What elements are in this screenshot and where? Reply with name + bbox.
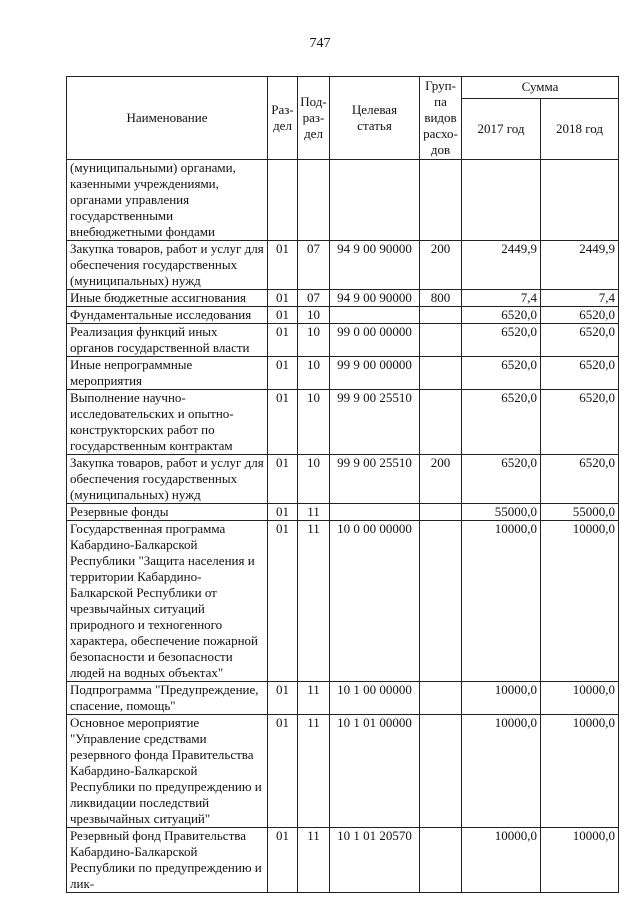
row-target-article: 99 9 00 00000: [330, 357, 420, 390]
row-expense-group: 200: [420, 241, 462, 290]
row-sum-2018: 6520,0: [541, 324, 619, 357]
row-sum-2018: 7,4: [541, 290, 619, 307]
header-subsection: Под- раз- дел: [298, 77, 330, 160]
row-subsection: 10: [298, 455, 330, 504]
row-sum-2018: 10000,0: [541, 682, 619, 715]
row-section: 01: [268, 241, 298, 290]
header-target-article: Целевая статья: [330, 77, 420, 160]
row-expense-group: [420, 682, 462, 715]
row-sum-2017: [462, 160, 541, 241]
table-row: [67, 241, 619, 290]
row-section: [268, 160, 298, 241]
budget-table: [66, 76, 619, 893]
row-sum-2017: 6520,0: [462, 357, 541, 390]
row-target-article: 10 1 01 20570: [330, 828, 420, 893]
row-sum-2017: 10000,0: [462, 682, 541, 715]
table-row: [67, 307, 619, 324]
row-sum-2017: 7,4: [462, 290, 541, 307]
row-target-article: 10 1 00 00000: [330, 682, 420, 715]
row-sum-2017: 10000,0: [462, 715, 541, 828]
row-sum-2017: 6520,0: [462, 455, 541, 504]
row-expense-group: 200: [420, 455, 462, 504]
row-name: Резервные фонды: [67, 504, 268, 521]
row-section: 01: [268, 828, 298, 893]
row-name: (муниципальными) органами, казенными учреждениями, органами управления государственными внебюджетными фондами: [67, 160, 268, 241]
row-sum-2017: 6520,0: [462, 390, 541, 455]
row-sum-2018: 6520,0: [541, 307, 619, 324]
table-row: [67, 682, 619, 715]
row-target-article: 10 0 00 00000: [330, 521, 420, 682]
header-section: Раз- дел: [268, 77, 298, 160]
row-target-article: 94 9 00 90000: [330, 241, 420, 290]
table-row: [67, 521, 619, 682]
row-name: Основное мероприятие "Управление средствами резервного фонда Правительства Кабардино-Балкарской Республики по предупреждению и ликвидации последствий чрезвычайных ситуаций": [67, 715, 268, 828]
table-row: [67, 357, 619, 390]
row-sum-2018: 2449,9: [541, 241, 619, 290]
row-section: 01: [268, 307, 298, 324]
row-subsection: 10: [298, 307, 330, 324]
table-row: [67, 455, 619, 504]
row-expense-group: [420, 390, 462, 455]
table-row: [67, 390, 619, 455]
row-section: 01: [268, 682, 298, 715]
row-name: Закупка товаров, работ и услуг для обеспечения государственных (муниципальных) нужд: [67, 455, 268, 504]
row-name: Реализация функций иных органов государственной власти: [67, 324, 268, 357]
row-target-article: 10 1 01 00000: [330, 715, 420, 828]
row-expense-group: [420, 521, 462, 682]
row-sum-2017: 10000,0: [462, 828, 541, 893]
row-target-article: 99 0 00 00000: [330, 324, 420, 357]
row-expense-group: [420, 324, 462, 357]
table-row: [67, 715, 619, 828]
row-sum-2018: 6520,0: [541, 455, 619, 504]
row-subsection: 07: [298, 290, 330, 307]
row-expense-group: [420, 307, 462, 324]
row-name: Фундаментальные исследования: [67, 307, 268, 324]
row-sum-2018: 10000,0: [541, 715, 619, 828]
table-row: [67, 504, 619, 521]
row-target-article: [330, 307, 420, 324]
row-target-article: [330, 504, 420, 521]
row-sum-2017: 6520,0: [462, 307, 541, 324]
row-name: Иные непрограммные мероприятия: [67, 357, 268, 390]
row-name: Иные бюджетные ассигнования: [67, 290, 268, 307]
row-sum-2017: 2449,9: [462, 241, 541, 290]
row-subsection: 11: [298, 682, 330, 715]
row-target-article: 94 9 00 90000: [330, 290, 420, 307]
table-row: [67, 160, 619, 241]
row-section: 01: [268, 455, 298, 504]
row-name: Закупка товаров, работ и услуг для обеспечения государственных (муниципальных) нужд: [67, 241, 268, 290]
row-sum-2018: 10000,0: [541, 828, 619, 893]
page-number: 747: [309, 36, 331, 51]
row-section: 01: [268, 290, 298, 307]
row-target-article: [330, 160, 420, 241]
row-sum-2018: 6520,0: [541, 357, 619, 390]
row-name: Резервный фонд Правительства Кабардино-Балкарской Республики по предупреждению и лик-: [67, 828, 268, 893]
row-expense-group: 800: [420, 290, 462, 307]
row-sum-2018: [541, 160, 619, 241]
row-name: Выполнение научно-исследовательских и опытно-конструкторских работ по государственным контрактам: [67, 390, 268, 455]
row-section: 01: [268, 715, 298, 828]
row-name: Государственная программа Кабардино-Балкарской Республики "Защита населения и территории Кабардино-Балкарской Республики от чрезвычайных ситуаций природного и техногенного характера, обеспечение пожарной безопасности и безопасности людей на водных объектах": [67, 521, 268, 682]
row-subsection: [298, 160, 330, 241]
row-subsection: 07: [298, 241, 330, 290]
row-sum-2017: 10000,0: [462, 521, 541, 682]
row-subsection: 10: [298, 390, 330, 455]
row-sum-2017: 6520,0: [462, 324, 541, 357]
row-expense-group: [420, 504, 462, 521]
row-subsection: 10: [298, 357, 330, 390]
header-name: Наименование: [67, 77, 268, 160]
row-section: 01: [268, 390, 298, 455]
row-target-article: 99 9 00 25510: [330, 455, 420, 504]
row-expense-group: [420, 357, 462, 390]
row-expense-group: [420, 160, 462, 241]
row-section: 01: [268, 357, 298, 390]
row-name: Подпрограмма "Предупреждение, спасение, помощь": [67, 682, 268, 715]
row-section: 01: [268, 504, 298, 521]
table-row: [67, 828, 619, 893]
row-expense-group: [420, 715, 462, 828]
header-sum: Сумма: [462, 77, 619, 99]
table-row: [67, 290, 619, 307]
header-year-2017: 2017 год: [462, 98, 541, 159]
row-section: 01: [268, 521, 298, 682]
row-sum-2018: 6520,0: [541, 390, 619, 455]
row-subsection: 11: [298, 521, 330, 682]
row-subsection: 11: [298, 715, 330, 828]
row-subsection: 10: [298, 324, 330, 357]
header-year-2018: 2018 год: [541, 98, 619, 159]
header-expense-group: Груп- па видов расхо- дов: [420, 77, 462, 160]
row-subsection: 11: [298, 504, 330, 521]
row-subsection: 11: [298, 828, 330, 893]
row-expense-group: [420, 828, 462, 893]
row-sum-2018: 55000,0: [541, 504, 619, 521]
row-target-article: 99 9 00 25510: [330, 390, 420, 455]
row-sum-2018: 10000,0: [541, 521, 619, 682]
row-section: 01: [268, 324, 298, 357]
row-sum-2017: 55000,0: [462, 504, 541, 521]
table-row: [67, 324, 619, 357]
